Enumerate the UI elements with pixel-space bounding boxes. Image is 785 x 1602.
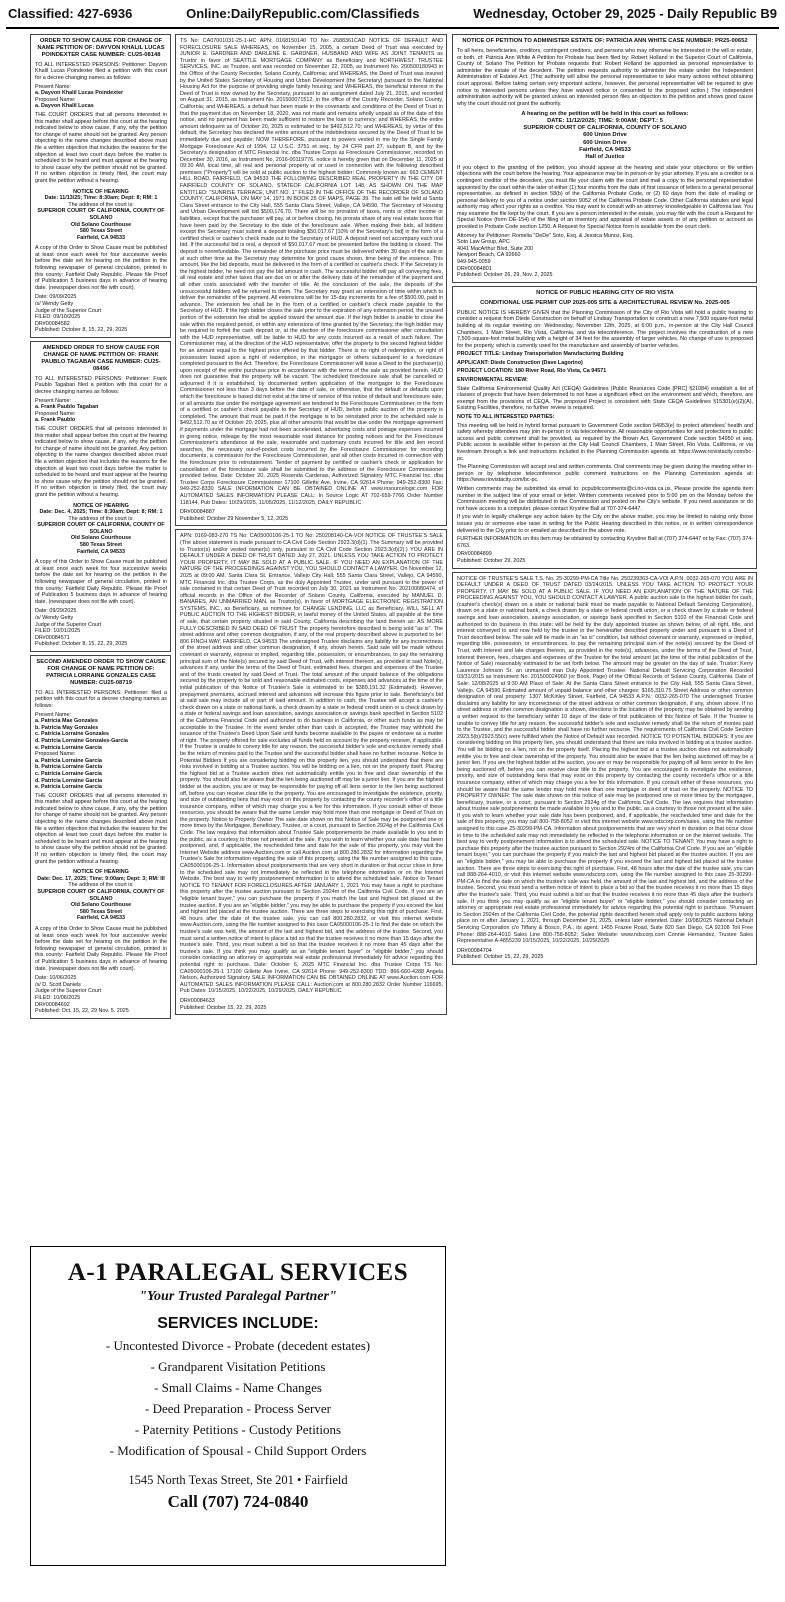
- notice-subtitle: CONDITIONAL USE PERMIT CUP 2025-005 SITE & ARCHITECTURAL REVIEW No. 2025-005: [480, 299, 730, 306]
- column-c: [452, 34, 757, 1586]
- court-street: 580 Texas Street: [79, 228, 123, 235]
- comment-text: The Planning Commission will accept oral and written comments. Oral comments may be given during the meeting either in-person or by telephone teleconference public comment instructions on the Planning Commission agenda at: https://www.riovistacity.com/bc-pc.: [457, 464, 753, 484]
- court-city: Fairfield, CA 94533: [579, 146, 631, 153]
- notice-title: NOTICE OF PUBLIC HEARING CITY OF RIO VISTA: [536, 289, 674, 296]
- ad-phone[interactable]: Call (707) 724-0840: [167, 1492, 309, 1511]
- court-intro: The address of the court is:: [68, 201, 134, 208]
- court-street: 580 Texas Street: [79, 908, 123, 915]
- hearing-date: Date: Dec. 4, 2025; Time: 8:30am; Dept: 8; RM: 1: [39, 509, 163, 516]
- ad-service-line: - Uncontested Divorce - Probate (decedent estates): [105, 1338, 371, 1353]
- law-firm: Soto Law Group, APC: [457, 239, 510, 246]
- probate-notice: [452, 34, 757, 283]
- proposed-name: a. Dayvon Khalil Lucas: [35, 103, 94, 110]
- present-name: e. Patricia Lorraine Garcia: [35, 744, 102, 751]
- publish-text: A copy of this Order to Show Cause must be published at least once each week for four successive weeks before the date set for hearing on the petition in the following newspaper of general circulation, printed in this county: Fairfield Daily Republic. Please file Proof of Publication 5 business days in advance of hearing date. (newspaper does not file with court).: [35, 559, 167, 605]
- note-text: This meeting will be held in hybrid format pursuant to Government Code section 54953(e) to protect attendees' health and safety whereby attendees may join in-person or via teleconference. All reasonable opportunities for and protections to public access and public comment shall be provided, as required by the Brown Act, Government Code section 54950 et seq. Public access is available either in-person at the City Hall Council Chambers, 1 Main Street, Rio Vista, California, or via livestream through a link and instructions included in the Planning Commission agenda at: https://www.riovistacity.com/bc-pc.: [457, 422, 753, 462]
- present-name: b. Patricia May Gonzales: [35, 724, 99, 731]
- objection-text: If you object to the granting of the petition, you should appear at the hearing and state your objections or file written objections with the court before the hearing. Your appearance may be in person or by your attorney. If you are a creditor or a contingent creditor of the decedent, you must file your claim with the court and mail a copy to the personal representative appointed by the court within the later of either (1) four months from the date of first issuance of letters to a general personal representative, as defined in section 58(b) of the California Probate Code, or (2) 60 days from the date of mailing or personal delivery to you of a notice under section 9052 of the California Probate Code. Other California statutes and legal authority may affect your rights as a creditor. You may want to consult with an attorney knowledgeable in California law. You may examine the file kept by the court. If you are a person interested in the estate, you may file with the court a Request for Special Notice (form DE-154) of the filing of an inventory and appraisal of estate assets or of any petition or account as provided in Probate Code section 1250. A Request for Special Notice form is available from the court clerk.: [457, 164, 753, 231]
- court-hall: Hall of Justice: [585, 153, 625, 160]
- proposed-name: e. Patricia Lorraine Garcia: [35, 784, 102, 791]
- ad-service-line: - Small Claims - Name Changes: [154, 1380, 322, 1395]
- order-date: Date: 09/09/2025: [35, 294, 77, 301]
- hearing-title: A hearing on the petition will be held in this court as follows:: [521, 111, 689, 118]
- filed-date: FILED: 10/01/2025: [35, 628, 81, 635]
- court-street: 600 Union Drive: [583, 132, 627, 139]
- hearing-date: Date: Dec. 17, 2025; Time: 9:00am; Dept: 3; RM: III: [37, 875, 165, 882]
- proposed-label: Proposed Name:: [35, 96, 76, 103]
- proposed-label: Proposed Name:: [35, 410, 76, 417]
- dr-number: DR#00084692: [35, 1001, 70, 1008]
- name-change-notice-3: [30, 655, 171, 1019]
- proposed-name: c. Patricia Lorraine Garcia: [35, 770, 102, 777]
- present-name: a. Frank Paublo Tagaban: [35, 404, 99, 411]
- publish-text: A copy of this Order to Show Cause must be published at least once each week for four successive weeks before the date set for hearing on the petition in the following newspaper of general circulation, printed in this county: Fairfield Daily Republic. Please file Proof of Publication 5 business days in advance of hearing date. (newspaper does not file with court).: [35, 925, 167, 972]
- ad-service-line: - Grandparent Visitation Petitions: [150, 1359, 326, 1374]
- published-dates: Published: October 15, 22, 29, 2025: [180, 1004, 267, 1011]
- notice-body: To all heirs, beneficiaries, creditors, contingent creditors, and persons who may otherwise be interested in the will or estate, or both, of: Patricia Ann White A Petition for Probate has been filed by: Robert Holland in the Superior Court of California, County of: Solano The Petition for Probate requests that: Robert Holland be appointed as personal representative to administer the estate of the decedent. The petition requests authority to administer the estate under the Independent Administration of Estates Act. (This authority will allow the personal representative to take many actions without obtaining court approval. Before taking certain very important actions, however, the personal representative will be required to give notice to interested persons unless they have waived notice or consented to the proposed action.) The independent administration authority will be granted unless an interested person files an objection to the petition and shows good cause why the court should not grant the authority.: [457, 47, 753, 107]
- dr-number: DR#00084582: [35, 320, 70, 327]
- court-name: SUPERIOR COURT OF CALIFORNIA, COUNTY OF SOLANO: [523, 125, 687, 132]
- hearing-title: NOTICE OF HEARING: [73, 869, 129, 876]
- proposed-label: Proposed Name:: [35, 751, 76, 758]
- firm-phone: 949-945-0059: [457, 259, 491, 266]
- proposed-name: d. Patricia Lorraine Garcia: [35, 777, 103, 784]
- judge-title: Judge of the Superior Court: [35, 621, 102, 628]
- dr-number: DR#00084571: [35, 634, 70, 641]
- hearing-title: NOTICE OF HEARING: [73, 188, 129, 195]
- ad-service-line: - Paternity Petitions - Custody Petitions: [134, 1422, 342, 1437]
- notice-title: ORDER TO SHOW CAUSE FOR CHANGE OF NAME PETITION OF: DAYVON KHALIL LUCAS POINDEXTER CASE NUMBER: CU25-08148: [37, 38, 165, 58]
- court-building: Old Solano Courthouse: [70, 535, 132, 542]
- trustee-sale-notice-2: [452, 572, 757, 965]
- notice-body: TS No: CA07001031-25-1-HC APN: 0168150140 TO No: 2688361CAD NOTICE OF DEFAULT AND FORECLOSURE SALE WHEREAS, on November 15, 2005, a certain Deed of Trust was executed by JUNIOR E. GARDNER AND DARLENE E. GARDNER, HUSBAND AND WIFE AS JOINT TENANTS as Trustor in favor of SEATTLE MORTGAGE COMPANY as Beneficiary and NORTHWEST TRUSTEE SERVICES, INC. as Trustee, and was recorded on November 22, 2005, as Instrument No. 200500180943 in the Office of the County Recorder, Solano County, California; and WHEREAS, the Deed of Trust was insured by the United States Secretary of Housing and Urban Development (the Secretary) pursuant to the National Housing Act for the purpose of providing single family housing; and WHEREAS, the beneficial interest in the Deed of Trust is now owned by the Secretary, pursuant to an assignment dated July 21, 2015, and recorded on August 31, 2015, as Instrument No. 201500071512, in the office of the County Recorder, Solano County, California; and WHEREAS, a default has been made in the covenants and conditions of the Deed of Trust in that the payment due on November 18, 2020, was not made and remains wholly unpaid as of the date of this notice, and no payment has been made sufficient to restore the loan to currency; and WHEREAS, the entire amount delinquent as of October 20, 2025 is estimated to be $492,512.70; and WHEREAS, by virtue of this default, the Secretary has declared the entire amount of the indebtedness secured by the Deed of Trust to be immediately due and payable; NOW THEREFORE, pursuant to powers vested in me by the Single Family Mortgage Foreclosure Act of 1994, 12 U.S.C. 3751 et seq., by 24 CFR part 27, subpart B, and by the Secretary's designation of MTC Financial Inc. dba Trustee Corps as Foreclosure Commissioner, recorded on December 30, 2016, as Instrument No. 2016-00119776, notice is hereby given that on December 11, 2025 at 09:30 AM, local time, all real and personal property at or used in connection with the following described premises ("Property") will be sold at public auction to the highest bidder: Commonly known as: 663 CEMENT HILL ROAD, FAIRFIELD, CA 94533 THE FOLLOWING DESCRIBED REAL PROPERTY IN THE CITY OF FAIRFIELD COUNTY OF SOLANO, STATEOF CALIFORNIA LOT 148, AS SHOWN ON THE MAP ENTITLED: "SUNRISE TERRACE, UNIT NO. 1" FILED IN THE OFFICE OF THE RECORDER OF SOLANO COUNTY, CALIFORNIA, ON MAY 14, 1971 IN BOOK 25 OF MAPS, PAGE 39. The sale will be held at Santa Clara Street entrance to the City Hall, 555 Santa Clara Street, Vallejo, CA 94590. The Secretary of Housing and Urban Development will bid $500,176.70. There will be no proration of taxes, rents or other income or liabilities, except that the purchaser will pay, at or before closing, his prorata share of any real estate taxes that have been paid by the Secretary to the date of the foreclosure sale. When making their bids, all bidders except the Secretary must submit a deposit totaling $50,017.67 [10% of the Secretary's bid] in the form of a certified check or cashier's check made out to the Secretary of HUD. A deposit need not accompany each oral bid. If the successful bid is oral, a deposit of $50,017.67 must be presented before the bidding is closed. The deposit is nonrefundable. The remainder of the purchase price must be delivered within 30 days of the sale or at such other time as the Secretary may determine for good cause shown, time being of the essence. This amount, like the bid deposits, must be delivered in the form of a certified or cashier's check. If the Secretary is the highest bidder, he need not pay the bid amount in cash. The successful bidder will pay all conveying fees, all real estate and other taxes that are due on or after the delivery date of the remainder of the payment and all other costs associated with the transfer of title. At the conclusion of the sale, the deposits of the unsuccessful bidders will be returned to them. The Secretary may grant an extension of time within which to deliver the remainder of the payment. All extensions will be for 15-day increments for a fee of $500.00, paid in advance. The extension fee shall be in the form of a certified or cashier's check made payable to the Secretary of HUD. If the high bidder closes the sale prior to the expiration of any extension period, the unused portion of the extension fee shall be applied toward the amount due. If the high bidder is unable to close the sale within the required period, or within any extensions of time granted by the Secretary, the high bidder may be required to forfeit the cash deposit or, at the election of the foreclosure commissioner after consultation with the HUD representative, will be liable to HUD for any costs incurred as a result of such failure. The Commissioner may, at the direction of the HUD representative, offer the property to the second highest bidder for an amount equal to the highest price offered by that bidder. There is no right of redemption, or right of possession based upon a right of redemption, in the mortgagor or others subsequent to a foreclosure completed pursuant to the Act. Therefore, the Foreclosure Commissioner will issue a Deed to the purchaser(s) upon receipt of the entire purchase price in accordance with the terms of the sale as provided herein. HUD does not guarantee that the property will be vacant. The scheduled foreclosure sale shall be cancelled or adjourned if it is established, by documented written application of the mortgagor to the Foreclosure Commissioner not less than 3 days before the date of sale, or otherwise, that the default or defaults upon which the foreclosure is based did not exist at the time of service of this notice of default and foreclosure sale, or all amounts due under the mortgage agreement are tendered to the Foreclosure Commissioner, in the form of a certified or cashier's check payable to the Secretary of HUD, before public auction of the property is completed. The amount that must be paid if the mortgage is to be reinstated prior to the scheduled sale is $492,512.70 as of October 20, 2025, plus all other amounts that would be due under the mortgage agreement if payments under the mortgage had not been accelerated, advertising costs and postage expenses incurred in giving notice, mileage by the most reasonable road distance for posting notices and for the Foreclosure Commissioner's attendance at the sale, reasonable and customary costs incurred for title and lien record searches, the necessary out-of-pocket costs incurred by the Foreclosure Commissioner for recording documents, a commission for the Foreclosure Commissioner, and all other costs incurred in connection with the foreclosure prior to reinstatement. Tender of payment by certified or cashier's check or application for cancellation of the foreclosure sale shall be submitted to the address of the Foreclosure Commissioner provided below. Date: October 20, 2025 Rosenda Cardenas, Authorized Signatory MTC Financial Inc. dba Trustee Corps Foreclosure Commissioner 17100 Gillette Ave, Irvine, CA 92614 Phone: 949-252-8300 Fax: 949-252-8330 SALE INFORMATION CAN BE OBTAINED ONLINE AT www.insourcelogic.com FOR AUTOMATED SALES INFORMATION PLEASE CALL: In Source Logic AT 702-659-7766 Order Number 118144, Pub Dates: 10/29/2025, 11/05/2025, 11/12/2025, DAILY REPUBLIC: [180, 38, 443, 506]
- hearing-date: DATE: 11/12/2025; TIME: 9:00AM; DEPT.: 5: [547, 118, 663, 125]
- ad-address: 1545 North Texas Street, Ste 201 • Fairfield: [128, 1473, 348, 1487]
- published-dates: Published: October 29 November 5, 12, 2025: [180, 515, 289, 522]
- published-dates: Published: October 26, 29, Nov. 2, 2025: [457, 272, 553, 279]
- env-review-title: ENVIRONMENTAL REVIEW:: [457, 377, 528, 384]
- further-info: FURTHER INFORMATION on this item may be obtained by contacting Krystine Ball at (707) 374-6447 or by Fax: (707) 374-6763.: [457, 536, 753, 549]
- signature: /s/ Wendy Getty: [35, 615, 74, 622]
- court-street-2: 600 Union Drive: [583, 139, 627, 146]
- classified-phone: Classified: 427-6936: [8, 5, 133, 21]
- present-label: Present Name:: [35, 83, 71, 90]
- project-location: PROJECT LOCATION: 180 River Road, Rio Vista, Ca 94571: [457, 368, 607, 375]
- dr-number: DR#00084704: [457, 947, 492, 954]
- proposed-name: a. Patricia Lorraine Garcia: [35, 757, 102, 764]
- ad-service-line: - Modification of Spousal - Child Support Orders: [109, 1443, 367, 1458]
- present-name: c. Patricia Lorraine Gonzales: [35, 731, 110, 738]
- project-title: PROJECT TITLE: Lindsay Transportation Manufacturing Building: [457, 351, 624, 358]
- dr-number: DR#00084899: [457, 551, 492, 558]
- ad-service-line: - Deed Preparation - Process Server: [145, 1401, 331, 1416]
- present-name: a. Patricia Mae Gonzales: [35, 718, 98, 725]
- proposed-name: b. Patricia Lorraine Garcia: [35, 764, 103, 771]
- paralegal-ad: [30, 1246, 446, 1566]
- dr-number: DR#00084633: [180, 997, 215, 1004]
- column-a: [30, 34, 171, 1240]
- signature: /s/ Wendy Getty: [35, 301, 74, 308]
- public-hearing-notice: [452, 286, 757, 569]
- ad-title: A-1 PARALEGAL SERVICES: [67, 1259, 409, 1286]
- order-text: THE COURT ORDERS that all persons interested in this matter shall appear before this court at the hearing indicated below to show cause, if any, why the petition for change of name should not be granted. Any person objecting to the name changes described above must file a written objection that includes the reasons for the objection at least two court days before the matter is scheduled to be heard and must appear at the hearing to show cause why the petition should not be granted. If no written objection is timely filed, the court may grant the petition without a hearing.: [35, 112, 167, 184]
- order-date: Date: 09/29/2025: [35, 608, 77, 615]
- publish-text: A copy of this Order to Show Cause must be published at least once each week for four successive weeks before the date set for hearing on the petition in the following newspaper of general circulation, printed in this county: Fairfield Daily Republic. Please file Proof of Publication 5 business days in advance of hearing date. (newspaper does not file with court).: [35, 245, 167, 291]
- notice-body: PUBLIC NOTICE IS HEREBY GIVEN that the Planning Commission of the City of Rio Vista will hold a public hearing to consider a request from Diede Construction on behalf of Lindsay Transportation to construct a new 7,500 square-foot metal building at its regular meeting on: Wednesday, November 12th, 2025, at 6:00 p.m., in-person at the City Hall Council Chambers, 1 Main Street, Rio Vista, California, and via teleconference. The project involves the construction of a new 7,500-square-foot metal building with a height of 34 feet for the assembly of larger vehicles. No change of use is proposed for the property, which is currently used for the manufacture and assembly of barrier vehicles.: [457, 309, 753, 349]
- dr-number: DR#00084801: [457, 265, 492, 272]
- name-change-notice-2: [30, 341, 171, 652]
- court-building: Old Solano Courthouse: [70, 221, 132, 228]
- court-intro: The address of the court is:: [68, 882, 134, 889]
- hearing-date: Date: 11/13/25; Time: 8:30am; Dept: 8; RM: 1: [44, 195, 158, 202]
- note-title: NOTE TO ALL INTERESTED PARTIES:: [457, 414, 555, 421]
- court-city: Fairfield, CA 94533: [76, 234, 126, 241]
- email-text: Written comments may be submitted via email to: pcpubliccomments@ci.rio-vista.ca.us. Please provide the agenda item number in the subject line of your email or letter. Written comments received prior to 5:00 pm on the Monday before the Commission meeting will be distributed to the Commission and posted on the City's website. If you need assistance or do not have access to a computer, please contact Krystine Ball at 707-374-6447.: [457, 485, 753, 512]
- signature: /s/ D. Scott Daniels: [35, 981, 81, 988]
- published-dates: Published: October 8, 15, 22, 29, 2025: [35, 327, 128, 334]
- court-name: SUPERIOR COURT OF CALIFORNIA, COUNTY OF SOLANO: [37, 208, 165, 221]
- notice-intro: TO ALL INTERESTED PERSONS: Petitioner: Frank Paublo Tagaban filed a petition with this court for a decree changing names as follows:: [35, 375, 167, 396]
- notice-body: APN: 0169-083-270 TS No: CA05000106-25-1 TO No: 250208140-CA-VOI NOTICE OF TRUSTEE'S SALE (The above statement is made pursuant to CA Civil Code Section 2923.3(d)(1). The Summary will be provided to Trustor(s) and/or vested owner(s) only, pursuant to CA Civil Code Section 2923.3(d)(2).) YOU ARE IN DEFAULT UNDER A DEED OF TRUST DATED July 27, 2021. UNLESS YOU TAKE ACTION TO PROTECT YOUR PROPERTY, IT MAY BE SOLD AT A PUBLIC SALE. IF YOU NEED AN EXPLANATION OF THE NATURE OF THE PROCEEDINGS AGAINST YOU, YOU SHOULD CONTACT A LAWYER. On November 12, 2025 at 09:00 AM, Santa Clara St. Entrance, Vallejo City Hall, 555 Santa Clara Street, Vallejo, CA 94590, MTC Financial Inc. dba Trustee Corps, as the duly Appointed Trustee, under and pursuant to the power of sale contained in that certain Deed of Trust recorded on July 30, 2021 as Instrument No. 202100080474, of official records in the Office of the Recorder of Solano County, California, executed by MANUEL D. BANARES, AN UNMARRIED MAN, as Trustor(s), in favor of MORTGAGE ELECTRONIC REGISTRATION SYSTEMS, INC., as Beneficiary, as nominee for CHANGE LENDING, LLC as Beneficiary, WILL SELL AT PUBLIC AUCTION TO THE HIGHEST BIDDER, in lawful money of the United States, all payable at the time of sale, that certain property situated in said County, California describing the land therein as: AS MORE FULLY DESCRIBED IN SAID DEED OF TRUST The property heretofore described is being sold "as is". The street address and other common designation, if any, of the real property described above is purported to be: 806 FINCH WAY, FAIRFIELD, CA 94533 The undersigned Trustee disclaims any liability for any incorrectness of the street address and other common designation, if any, shown herein. Said sale will be made without covenant or warranty, express or implied, regarding title, possession, or encumbrances, to pay the remaining principal sum of the Note(s) secured by said Deed of Trust, with interest thereon, as provided in said Note(s), advances if any, under the terms of the Deed of Trust, estimated fees, charges and expenses of the Trustee and of the trusts created by said Deed of Trust. The total amount of the unpaid balance of the obligations secured by the property to be sold and reasonable estimated costs, expenses and advances at the time of the initial publication of this Notice of Trustee's Sale is estimated to be $389,191.32 (Estimated). However, prepayment premiums, accrued interest and advances will increase this figure prior to sale. Beneficiary's bid at said sale may include all or part of said amount. In addition to cash, the Trustee will accept a cashier's check drawn on a state or national bank, a check drawn by a state or federal credit union or a check drawn by a state or federal savings and loan association, savings association or savings bank specified in Section 5102 of the California Financial Code and authorized to do business in California, or other such funds as may be acceptable to the Trustee. In the event tender other than cash is accepted, the Trustee may withhold the issuance of the Trustee's Deed Upon Sale until funds become available to the payee or endorsee as a matter of right. The property offered for sale excludes all funds held on account by the property receiver, if applicable. If the Trustee is unable to convey title for any reason, the successful bidder's sole and exclusive remedy shall be the return of monies paid to the Trustee and the successful bidder shall have no further recourse. Notice to Potential Bidders If you are considering bidding on this property lien, you should understand that there are risks involved in bidding at a Trustee auction. You will be bidding on a lien, not on the property itself. Placing the highest bid at a Trustee auction does not automatically entitle you to free and clear ownership of the property. You should also be aware that the lien being auctioned off may be a junior lien. If you are the highest bidder at the auction, you are or may be responsible for paying off all liens senior to the lien being auctioned off, before you can receive clear title to the property. You are encouraged to investigate the existence, priority, and size of outstanding liens that may exist on this property by contacting the county recorder's office or a title insurance company, either of which may charge you a fee for this information. If you consult either of these resources, you should be aware that the same Lender may hold more than one mortgage or Deed of Trust on the property. Notice to Property Owner The sale date shown on this Notice of Sale may be postponed one or more times by the Mortgagee, Beneficiary, Trustee, or a court, pursuant to Section 2924g of the California Civil Code. The law requires that information about Trustee Sale postponements be made available to you and to the public, as a courtesy to those not present at the sale. If you wish to learn whether your sale date has been postponed, and, if applicable, the rescheduled time and date for the sale of this property, you may visit the Internet Website address www.Auction.com or call Auction.com at 800.280.2832 for information regarding the Trustee's Sale for information regarding the sale of this property, using the file number assigned to this case, CA05000106-25-1. Information about postponements that are very short in duration or that occur close in time to the scheduled sale may not immediately be reflected in the telephone information or on the Internet Website. The best way to verify postponement information is to attend the scheduled sale. Notice to Tenant NOTICE TO TENANT FOR FORECLOSURES AFTER JANUARY 1, 2021 You may have a right to purchase this property after the trustee auction pursuant to Section 2924m of the California Civil Code. If you are an "eligible tenant buyer," you can purchase the property if you match the last and highest bid placed at the trustee auction. If you are an "eligible bidder," you may be able to purchase the property if you exceed the last and highest bid placed at the trustee auction. There are three steps to exercising this right of purchase. First, 48 hours after the date of the trustee sale, you can call 800.280.2832, or visit this internet website www.Auction.com, using the file number assigned to this case CA05000106-25-1 to find the date on which the trustee's sale was held, the amount of the last and highest bid, and the address of the trustee. Second, you must send a written notice of intent to place a bid so that the trustee receives it no more than 15 days after the trustee's sale. Third, you must submit a bid so that the trustee receives it no more than 45 days after the trustee's sale. If you think you may qualify as an "eligible tenant buyer" or "eligible bidder," you should consider contacting an attorney or appropriate real estate professional immediately for advice regarding this potential right to purchase. Date: October 6, 2025 MTC Financial Inc. dba Trustee Corps TS No. CA05000106-25-1 17100 Gillette Ave Irvine, CA 92614 Phone: 949-252-8300 TDD: 866-660-4288 Angela Nelson, Authorized Signatory SALE INFORMATION CAN BE OBTAINED ONLINE AT www.Auction.com FOR AUTOMATED SALES INFORMATION PLEASE CALL: Auction.com at 800.280.2832 Order Number 116695, Pub Dates: 10/15/2025, 10/22/2025, 10/29/2025, DAILY REPUBLIC: [180, 533, 443, 995]
- notice-body: NOTICE OF TRUSTEE'S SALE T.S. No. 25-30299-PM-CA Title No. 250239363-CA-VOI A.P.N. 0032-265-070 YOU ARE IN DEFAULT UNDER A DEED OF TRUST DATED 03/24/2015. UNLESS YOU TAKE ACTION TO PROTECT YOUR PROPERTY, IT MAY BE SOLD AT A PUBLIC SALE. IF YOU NEED AN EXPLANATION OF THE NATURE OF THE PROCEEDING AGAINST YOU, YOU SHOULD CONTACT A LAWYER. A public auction sale to the highest bidder for cash, (cashier's check(s) drawn on a state or national bank must be made payable to National Default Servicing Corporation), drawn on a state or national bank, a check drawn by a state or federal credit union, or a check drawn by a state or federal savings and loan association, savings association, or savings bank specified in Section 5102 of the Financial Code and authorized to do business in this state; will be held by the duly appointed trustee as shown below, of all right, title, and interest conveyed to and now held by the trustee in the hereinafter described property under and pursuant to a Deed of Trust described below. The sale will be made in an "as is" condition, but without covenant or warranty, expressed or implied, regarding title, possession, or encumbrances, to pay the remaining principal sum of the note(s) secured by the Deed of Trust, with interest and late charges thereon, as provided in the note(s), advances, under the terms of the Deed of Trust, interest thereon, fees, charges and expenses of the Trustee for the total amount (at the time of the initial publication of the Notice of Sale) reasonably estimated to be set forth below. The amount may be greater on the day of sale. Trustor: Kerry Laurence Johnson Sr. an unmarried man Duly Appointed Trustee: National Default Servicing Corporation Recorded 03/31/2015 as Instrument No. 201500024960 (or Book, Page) of the Official Records of Solano County, California. Date of Sale: 12/08/2025 at 9:30 AM Place of Sale: At the Santa Clara Street entrance to the City Hall, 555 Santa Clara Street, Vallejo, CA 94590 Estimated amount of unpaid balance and other charges: $165,310.75 Street Address or other common designation of real property: 1307 McKinley Street, Fairfield, CA 94533 A.P.N.: 0032-265-070 The undersigned Trustee disclaims any liability for any incorrectness of the street address or other common designation, if any, shown above. If no street address or other common designation is shown, directions to the location of the property may be obtained by sending a written request to the beneficiary within 10 days of the date of first publication of this Notice of Sale. If the Trustee is unable to convey title for any reason, the successful bidder's sole and exclusive remedy shall be the return of monies paid to the Trustee, and the successful bidder shall have no further recourse. The requirements of California Civil Code Section 2923.5(b)/2923.55(c) were fulfilled when the Notice of Default was recorded. NOTICE TO POTENTIAL BIDDERS: If you are considering bidding on this property lien, you should understand that there are risks involved in bidding at a trustee auction. You will be bidding on a lien, not on the property itself. Placing the highest bid at a trustee auction does not automatically entitle you to free and clear ownership of the property. You should also be aware that the lien being auctioned off may be a junior lien. If you are the highest bidder at the auction, you are or may be responsible for paying off all liens senior to the lien being auctioned off, before you can receive clear title to the property. You are encouraged to investigate the existence, priority, and size of outstanding liens that may exist on this property by contacting the county recorder's office or a title insurance company, either of which may charge you a fee for this information. If you consult either of these resources, you should be aware that the same lender may hold more than one mortgage or deed of trust on the property. NOTICE TO PROPERTY OWNER: The sale date shown on this notice of sale may be postponed one or more times by the mortgagee, beneficiary, trustee, or a court, pursuant to Section 2924g of the California Civil Code. The law requires that information about trustee sale postponements be made available to you and to the public, as a courtesy to those not present at the sale. If you wish to learn whether your sale date has been postponed, and, if applicable, the rescheduled time and date for the sale of this property, you may call 800-758-8052 or visit this internet website www.ndscorp.com/sales, using the file number assigned to this case 25-30299-PM-CA. Information about postponements that are very short in duration or that occur close in time to the scheduled sale may not immediately be reflected in the telephone information or on the internet website. The best way to verify postponement information is to attend the scheduled sale. NOTICE TO TENANT: You may have a right to purchase this property after the trustee auction pursuant to Section 2924m of the California Civil Code. If you are an "eligible tenant buyer," you can purchase the property if you match the last and highest bid placed at the trustee auction. If you are an "eligible bidder," you may be able to purchase the property if you exceed the last and highest bid placed at the trustee auction. There are three steps to exercising this right of purchase. First, 48 hours after the date of the trustee sale, you can call 888-264-4010, or visit this internet website www.ndscorp.com, using the file number assigned to this case 25-30299-PM-CA to find the date on which the trustee's sale was held, the amount of the last and highest bid, and the address of the trustee. Second, you must send a written notice of intent to place a bid so that the trustee receives it no more than 15 days after the trustee's sale. Third, you must submit a bid so that the trustee receives it no more than 45 days after the trustee's sale. If you think you may qualify as an "eligible tenant buyer" or "eligible bidder," you should consider contacting an attorney or appropriate real estate professional immediately for advice regarding this potential right to purchase. *Pursuant to Section 2924m of the California Civil Code, the potential rights described herein shall apply only to public auctions taking place on or after January 1, 2021, through December 31, 2025, unless later extended. Date: 10/08/2025 National Default Servicing Corporation c/o Tiffany & Bosco, P.A., its agent, 1455 Frazee Road, Suite 820 San Diego, CA 92108 Toll Free Phone: 888-264-4010 Sales Line 800-758-8052; Sales Website: www.ndscorp.com Connie Hernandez, Trustee Sales Representative A-4855239 10/15/2025, 10/22/2025, 10/29/2025: [457, 575, 753, 945]
- order-date: Date: 10/06/2025: [35, 975, 77, 982]
- court-street: 580 Texas Street: [79, 542, 123, 549]
- firm-address: 4041 MacArthur Blvd, Suite 200: [457, 245, 534, 252]
- hearing-title: NOTICE OF HEARING: [73, 502, 129, 509]
- present-label: Present Name:: [35, 397, 71, 404]
- dr-number: DR#00084887: [180, 509, 215, 516]
- court-name: SUPERIOR COURT OF CALIFORNIA, COUNTY OF SOLANO: [37, 889, 165, 902]
- notice-title: AMENDED ORDER TO SHOW CAUSE FOR CHANGE OF NAME PETITION OF: FRANK PAUBLO TAGABAN CASE NUMBER: CU25-08496: [41, 345, 161, 372]
- court-city: Fairfield, CA 94533: [76, 548, 126, 555]
- name-change-notice-1: [30, 34, 171, 338]
- judge-title: Judge of the Superior Court: [35, 307, 102, 314]
- order-text: THE COURT ORDERS that all persons interested in this matter shall appear before this court at the hearing indicated below to show cause, if any, why the petition for change of name should not be granted. Any person objecting to the name changes described above must file a written objection that includes the reasons for the objection at least two court days before the matter is scheduled to be heard and must appear at the hearing to show cause why the petition should not be granted. If no written objection is timely filed, the court may grant the petition without a hearing.: [35, 425, 167, 498]
- court-city: Fairfield, CA 94533: [76, 915, 126, 922]
- notice-intro: TO ALL INTERESTED PERSONS: Petitioner: filed a petition with this court for a decree changing names as follows:: [35, 689, 167, 709]
- applicant: APPLICANT: Diede Construction (Dave Lagorino): [457, 359, 583, 366]
- published-dates: Published: October 8, 15, 22, 29, 2025: [35, 641, 128, 648]
- proposed-name: a. Frank Paublo: [35, 417, 76, 424]
- published-dates: Published: Oct. 15, 22, 29 Nov. 5, 2025: [35, 1008, 129, 1015]
- court-building: Old Solano Courthouse: [70, 902, 132, 909]
- court-name: SUPERIOR COURT OF CALIFORNIA, COUNTY OF SOLANO: [37, 522, 165, 535]
- present-label: Present Name:: [35, 711, 71, 718]
- published-dates: Published: October 15, 22, 29, 2025: [457, 954, 544, 961]
- court-intro: The address of the court is:: [68, 515, 134, 522]
- trustee-sale-notice: [175, 529, 447, 1015]
- notice-intro: TO ALL INTERESTED PERSONS: Petitioner: Dayvon Khalil Lucas Poindexter filed a petition with this court for a decree changing names as follows:: [35, 61, 167, 82]
- page-dateline: Wednesday, October 29, 2025 - Daily Republic B9: [473, 5, 777, 21]
- present-name: d. Patricia Lorraine Gonzales-Garcia: [35, 737, 128, 744]
- notice-title: SECOND AMENDED ORDER TO SHOW CAUSE FOR CHANGE OF NAME PETITION OF: PATRICIA LORRAINE GONZALES CASE NUMBER: CU25-08719: [36, 658, 166, 686]
- page-header: [0, 0, 785, 26]
- notice-title: NOTICE OF PETITION TO ADMINISTER ESTATE OF: PATRICIA ANN WHITE CASE NUMBER: PR25-00652: [462, 38, 748, 44]
- filed-date: FILED: 09/10/2025: [35, 314, 81, 321]
- judge-title: Judge of the Superior Court: [35, 988, 102, 995]
- ad-services-label: SERVICES INCLUDE:: [157, 1315, 319, 1332]
- order-text: THE COURT ORDERS that all persons interested in this matter shall appear before this court at the hearing indicated below to show cause, if any, why the petition for change of name should not be granted. Any person objecting to the name changes described above must file a written objection that includes the reasons for the objection at least two court days before the matter is scheduled to be heard and must appear at the hearing to show cause why the petition should not be granted. If no written objection is timely filed, the court may grant the petition without a hearing.: [35, 792, 167, 865]
- header-rule: [6, 27, 779, 29]
- firm-city: Newport Beach, CA 92660: [457, 252, 521, 259]
- challenge-text: If you wish to legally challenge any action taken by the City on the above matter, you may be limited to raising only those issues you or someone else raise in writing for the Public Hearing described in this notice, or in written correspondence delivered to the City prior to or emailed as described in the above note.: [457, 514, 753, 534]
- env-review-text: State California Environmental Quality Act (CEQA) Guidelines (Public Resources Code [PRC] §21084) establish a list of classes of projects that have been determined to not have a significant effect on the environment and which, therefore, are exempt from the provisions of CEQA. The proposed Project is consistent with State CEQA Guidelines §15301(e)(2)(A), Existing Facilities, therefore, no further review is required.: [457, 385, 753, 412]
- filed-date: FILED: 10/06/2025: [35, 994, 81, 1001]
- ad-tagline: "Your Trusted Paralegal Partner": [139, 1289, 337, 1304]
- published-dates: Published: October 29, 2025: [457, 557, 526, 564]
- attorney: Attorney for Petitioner: Romelia "DeDe" Soto, Esq. & Jessica Munoz, Esq.: [457, 232, 634, 239]
- foreclosure-notice: [175, 34, 447, 526]
- classifieds-url[interactable]: Online:DailyRepublic.com/Classifieds: [186, 5, 420, 21]
- present-name: a. Dayvon Khalil Lucas Poindexter: [35, 90, 124, 97]
